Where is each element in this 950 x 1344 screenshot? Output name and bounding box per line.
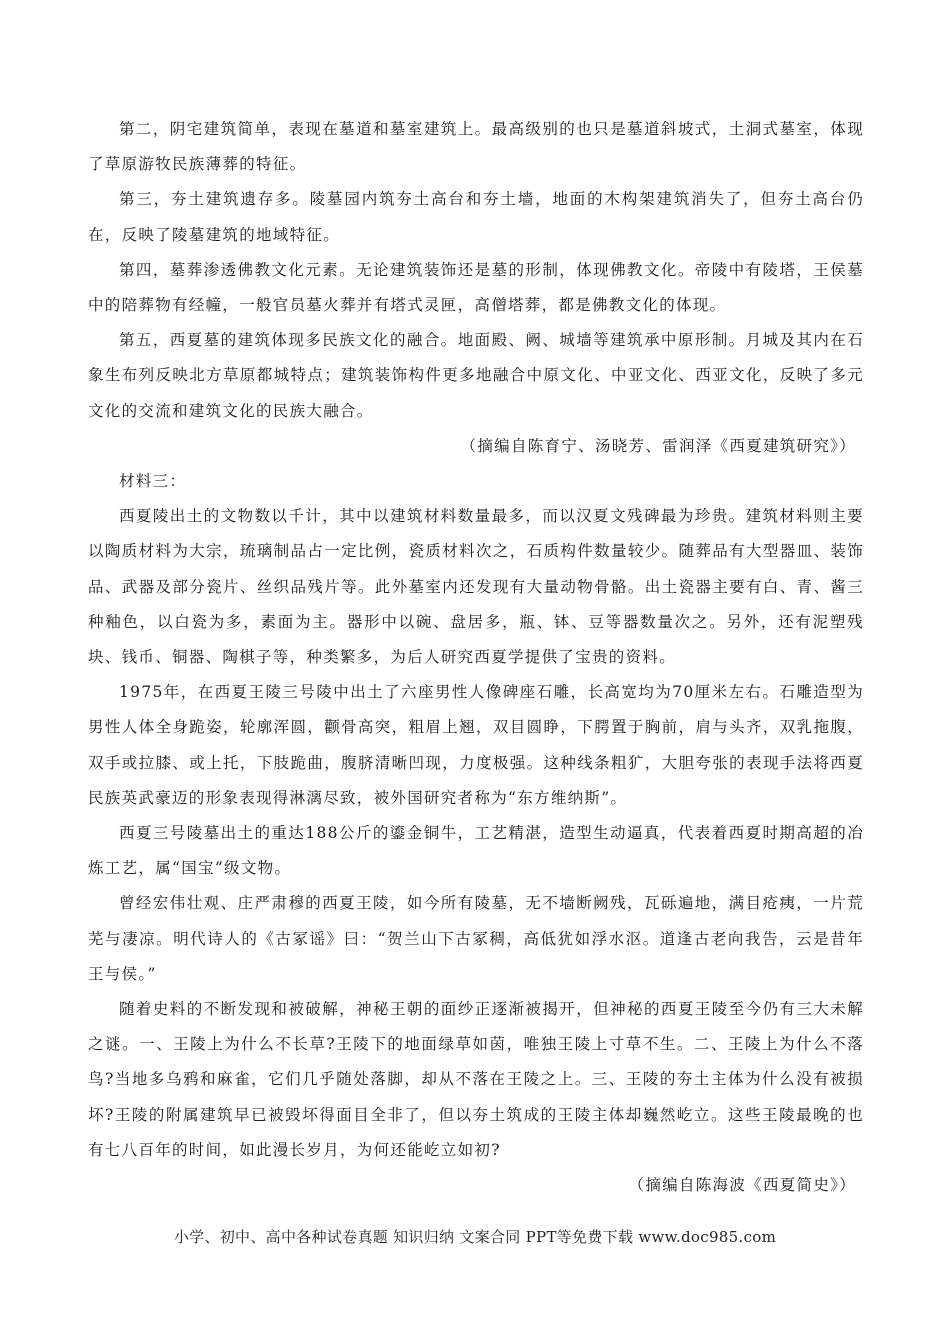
paragraph-second-point: 第二，阴宅建筑简单，表现在墓道和墓室建筑上。最高级别的也只是墓道斜坡式，土洞式墓室，体现了草原游牧民族薄葬的特征。 bbox=[88, 120, 864, 174]
paragraph-fifth-point: 第五，西夏墓的建筑体现多民族文化的融合。地面殿、阙、城墙等建筑承中原形制。月城及其内在石象生布列反映北方草原都城特点；建筑装饰构件更多地融合中原文化、中亚文化、西亚文化，反映了多元文化的交流和建筑文化的民族大融合。 bbox=[88, 331, 864, 420]
paragraph-mysteries: 随着史料的不断发现和被破解，神秘王朝的面纱正逐渐被揭开，但神秘的西夏王陵至今仍有三大未解之谜。一、王陵上为什么不长草?王陵下的地面绿草如茵，唯独王陵上寸草不生。二、王陵上为什么不落鸟?当地多乌鸦和麻雀，它们几乎随处落脚，却从不落在王陵之上。三、王陵的夯土主体为什么没有被损坏?王陵的附属建筑早已被毁坏得面目全非了，但以夯土筑成的王陵主体却巍然屹立。这些王陵最晚的也有七八百年的时间，如此漫长岁月，为何还能屹立如初? bbox=[88, 1000, 864, 1159]
page-footer: 小学、初中、高中各种试卷真题 知识归纳 文案合同 PPT等免费下载 www.doc985.com bbox=[173, 1228, 777, 1246]
paragraph-bronze-ox: 西夏三号陵墓出土的重达188公斤的鎏金铜牛，工艺精湛，造型生动逼真，代表着西夏时期高超的冶炼工艺，属“国宝”级文物。 bbox=[88, 824, 864, 878]
source-citation-1: （摘编自陈育宁、汤晓芳、雷润泽《西夏建筑研究》） bbox=[460, 436, 856, 455]
document-body bbox=[88, 112, 864, 1203]
material-3-heading: 材料三： bbox=[119, 472, 187, 491]
paragraph-third-point: 第三，夯土建筑遗存多。陵墓园内筑夯土高台和夯土墙，地面的木构架建筑消失了，但夯土高台仍在，反映了陵墓建筑的地域特征。 bbox=[88, 190, 864, 244]
paragraph-fourth-point: 第四，墓葬渗透佛教文化元素。无论建筑装饰还是墓的形制，体现佛教文化。帝陵中有陵塔，王侯墓中的陪葬物有经幢，一般官员墓火葬并有塔式灵匣，高僧塔葬，都是佛教文化的体现。 bbox=[88, 260, 864, 315]
paragraph-artifacts: 西夏陵出土的文物数以千计，其中以建筑材料数量最多，而以汉夏文残碑最为珍贵。建筑材料则主要以陶质材料为大宗，琉璃制品占一定比例，瓷质材料次之，石质构件数量较少。随葬品有大型器皿、装饰品、武器及部分瓷片、丝织品残片等。此外墓室内还发现有大量动物骨骼。出土瓷器主要有白、青、酱三种釉色，以白瓷为多，素面为主。器形中以碗、盘居多，瓶、钵、豆等器数量次之。另外，还有泥塑残块、钱币、铜器、陶棋子等，种类繁多，为后人研究西夏学提供了宝贵的资料。 bbox=[88, 507, 864, 667]
source-citation-2: （摘编自陈海波《西夏简史》） bbox=[628, 1176, 856, 1195]
paragraph-stone-statues: 1975年，在西夏王陵三号陵中出土了六座男性人像碑座石雕，长高宽均为70厘米左右。石雕造型为男性人体全身跪姿，轮廓浑圆，颧骨高突，粗眉上翘，双目圆睁，下腭置于胸前，肩与头齐，双乳拖腹，双手或拉膝、或上托，下肢跪曲，腹脐清晰凹现，力度极强。这种线条粗犷，大胆夸张的表现手法将西夏民族英武豪迈的形象表现得淋漓尽致，被外国研究者称为“东方维纳斯”。 bbox=[88, 683, 864, 807]
paragraph-ruins: 曾经宏伟壮观、庄严肃穆的西夏王陵，如今所有陵墓，无不墙断阙残，瓦砾遍地，满目疮痍，一片荒芜与凄凉。明代诗人的《古冢谣》曰：“贺兰山下古冢稠，高低犹如浮水沤。道逢古老向我告，云是昔年王与侯。” bbox=[88, 894, 864, 983]
